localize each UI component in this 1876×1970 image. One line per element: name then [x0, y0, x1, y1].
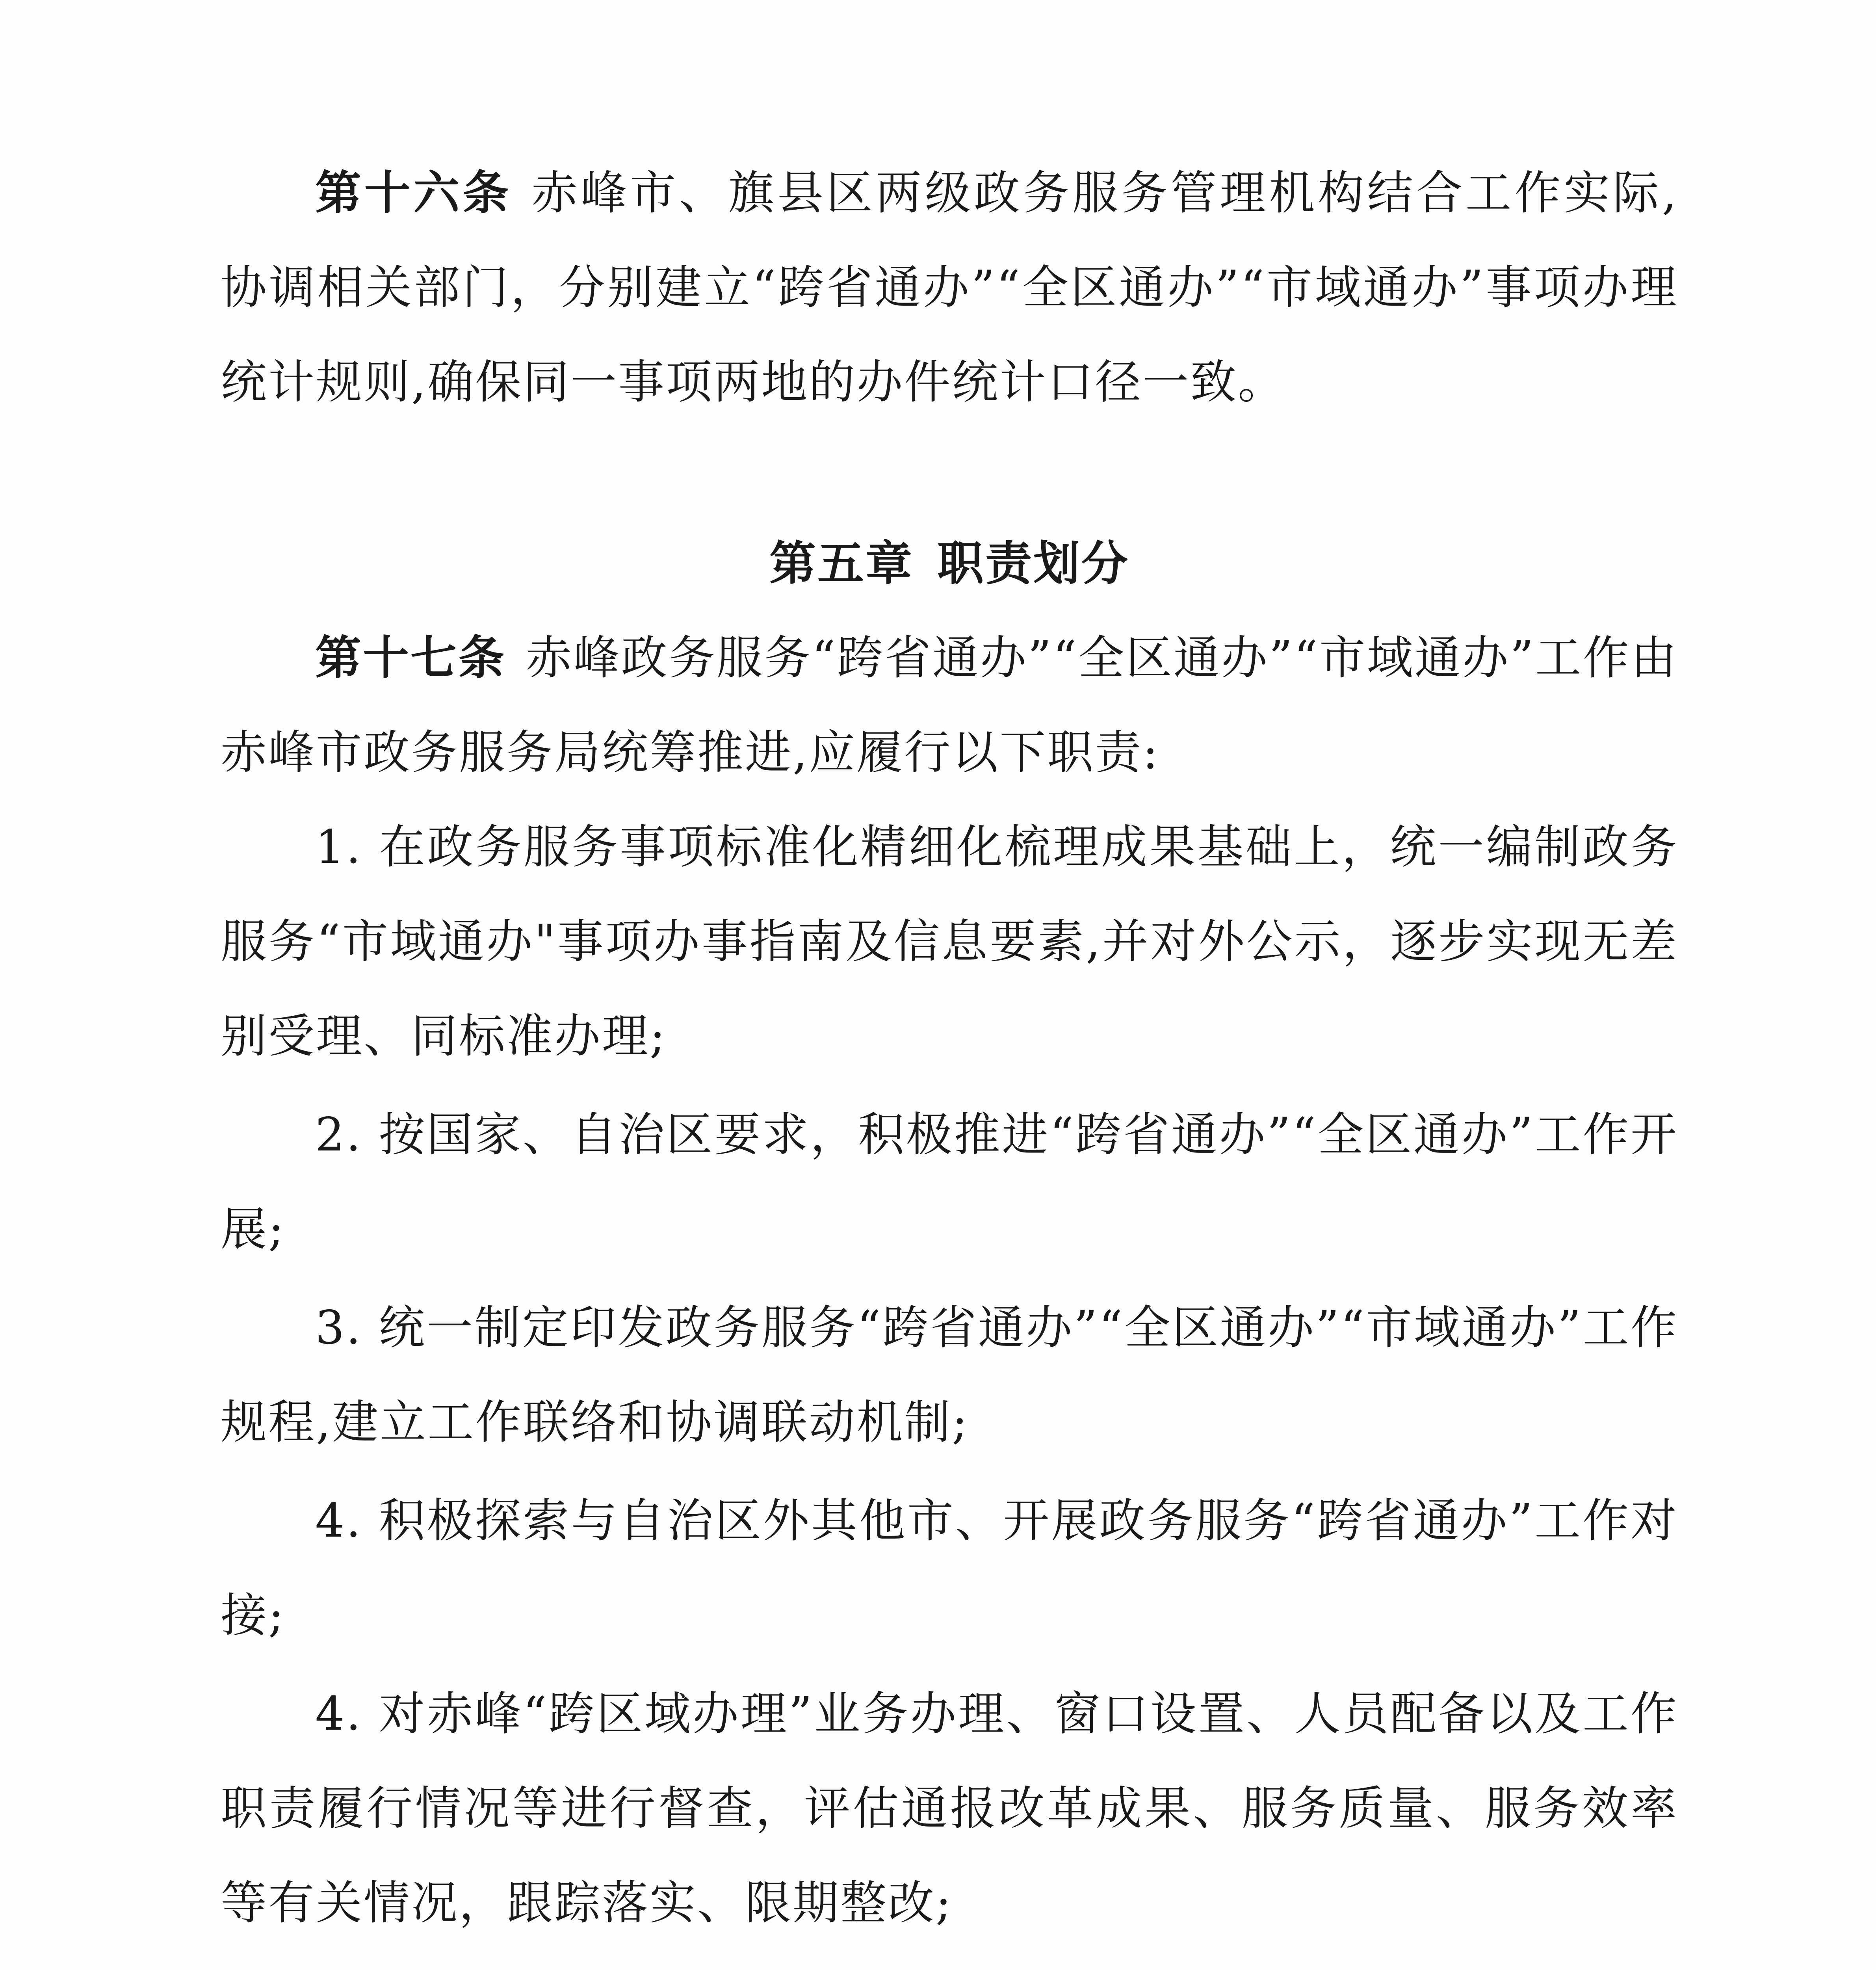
section-gap	[221, 429, 1678, 516]
article-17-item-3: 3. 统一制定印发政务服务“跨省通办”“全区通办”“市域通办”工作规程,建立工作联络和协调联动机制;	[221, 1301, 1678, 1449]
article-17-item-1: 1. 在政务服务事项标准化精细化梳理成果基础上，统一编制政务服务“市域通办"事项办事指南及信息要素,并对外公示，逐步实现无差别受理、同标准办理;	[221, 820, 1678, 1063]
article-17-text: 赤峰政务服务“跨省通办”“全区通办”“市域通办”工作由赤峰市政务服务局统筹推进,应履行以下职责:	[221, 631, 1678, 779]
article-17-item-6	[221, 1950, 1678, 1970]
document-body	[221, 146, 1678, 1970]
article-16	[221, 146, 1678, 429]
item-gap	[221, 1470, 1678, 1474]
article-17-item-4: 4. 积极探索与自治区外其他市、开展政务服务“跨省通办”工作对接;	[221, 1494, 1678, 1642]
article-17-item-2: 2. 按国家、自治区要求，积极推进“跨省通办”“全区通办”工作开展;	[221, 1108, 1678, 1256]
article-16-lead: 第十六条	[315, 166, 512, 220]
article-16-text: 赤峰市、旗县区两级政务服务管理机构结合工作实际,协调相关部门，分别建立“跨省通办”“全区通办”“市域通办”事项办理统计规则,确保同一事项两地的办件统计口径一致。	[221, 166, 1678, 409]
article-17	[221, 611, 1678, 800]
item-gap	[221, 1084, 1678, 1087]
chapter-heading	[221, 516, 1678, 611]
article-17-item-5: 4. 对赤峰“跨区域办理”业务办理、窗口设置、人员配备以及工作职责履行情况等进行督查，评估通报改革成果、服务质量、服务效率等有关情况，跟踪落实、限期整改;	[221, 1687, 1678, 1930]
chapter-title: 职责划分	[937, 536, 1130, 591]
article-17-lead: 第十七条	[315, 631, 506, 685]
item-gap	[221, 1663, 1678, 1667]
item-gap	[221, 1277, 1678, 1280]
chapter-number: 第五章	[769, 536, 914, 591]
